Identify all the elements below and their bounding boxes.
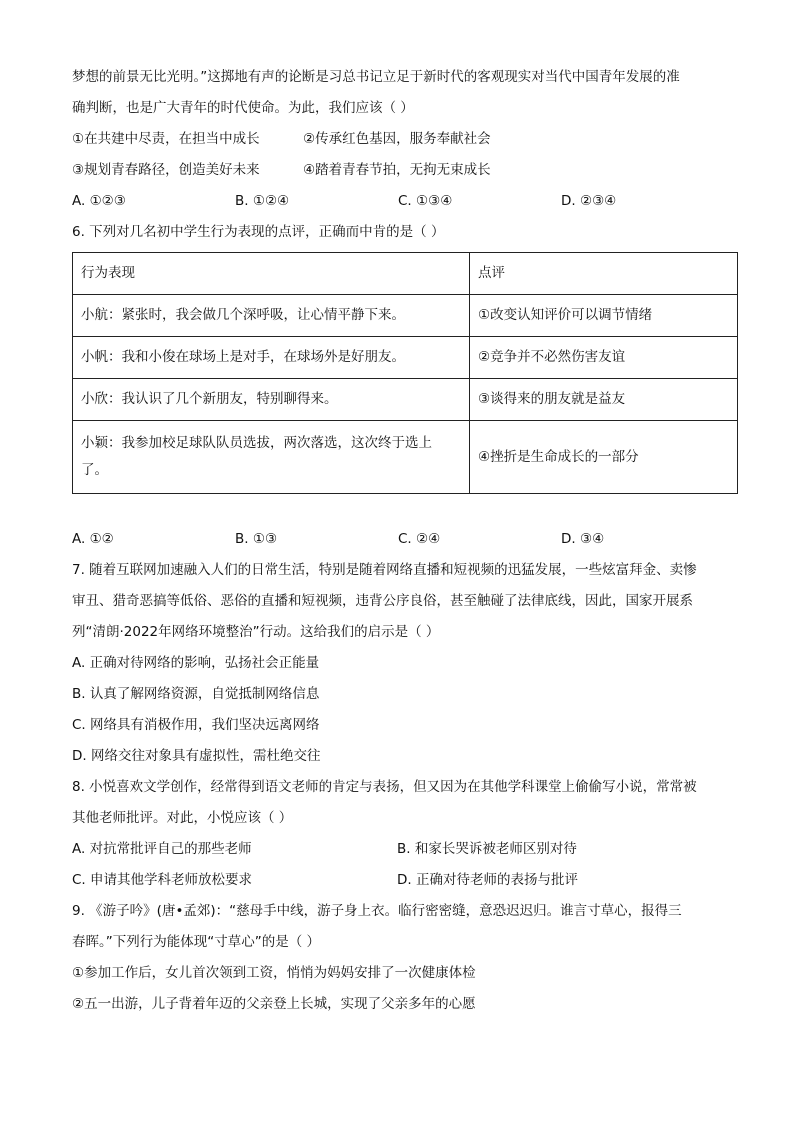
q8-option-a: A. 对抗常批评自己的那些老师 — [72, 841, 252, 857]
behavior-line-1: 小颖：我参加校足球队队员选拔，两次落选，这次终于选上 — [81, 435, 432, 451]
q7-option-b: B. 认真了解网络资源，自觉抵制网络信息 — [72, 686, 320, 702]
q5-option-d: D. ②③④ — [561, 193, 617, 209]
q7-option-c: C. 网络具有消极作用，我们坚决远离网络 — [72, 717, 320, 733]
table-cell-comment: ③谈得来的朋友就是益友 — [470, 379, 738, 421]
q5-item-2: ②传承红色基因，服务奉献社会 — [303, 131, 491, 147]
q5-items-row1 — [72, 124, 740, 155]
table-cell-comment: ④挫折是生命成长的一部分 — [470, 421, 738, 494]
q7-stem-line3: 列“清朗·2022年网络环境整治”行动。这给我们的启示是（ ） — [72, 624, 440, 640]
q9-item-2: ②五一出游，儿子背着年迈的父亲登上长城，实现了父亲多年的心愿 — [72, 996, 476, 1012]
table-row — [73, 421, 738, 494]
q5-option-c: C. ①③④ — [398, 193, 453, 209]
q6-option-a: A. ①② — [72, 531, 114, 547]
q7-option-d: D. 网络交往对象具有虚拟性，需杜绝交往 — [72, 748, 321, 764]
q9-stem-line2: 春晖。”下列行为能体现“寸草心”的是（ ） — [72, 934, 321, 950]
q6-option-c: C. ②④ — [398, 531, 441, 547]
table-cell-comment: ②竞争并不必然伤害友谊 — [470, 337, 738, 379]
behavior-line-2: 了。 — [81, 462, 108, 478]
q5-stem-line1: 梦想的前景无比光明。”这掷地有声的论断是习总书记立足于新时代的客观现实对当代中国青年发展的准 — [72, 69, 680, 85]
table-header-behavior: 行为表现 — [73, 253, 470, 295]
q8-option-c: C. 申请其他学科老师放松要求 — [72, 872, 253, 888]
table-cell-behavior: 小帆：我和小俊在球场上是对手，在球场外是好朋友。 — [73, 337, 470, 379]
q5-option-a: A. ①②③ — [72, 193, 126, 209]
q6-option-b: B. ①③ — [235, 531, 278, 547]
q6-stem: 6. 下列对几名初中学生行为表现的点评，正确而中肯的是（ ） — [72, 224, 445, 240]
table-cell-behavior: 小欣：我认识了几个新朋友，特别聊得来。 — [73, 379, 470, 421]
q9-stem-line1: 9. 《游子吟》(唐•孟郊)：“慈母手中线，游子身上衣。临行密密缝，意恐迟迟归。谁言寸草心，报得三 — [72, 903, 682, 919]
q5-item-1: ①在共建中尽责，在担当中成长 — [72, 131, 260, 147]
q9-item-1: ①参加工作后，女儿首次领到工资，悄悄为妈妈安排了一次健康体检 — [72, 965, 476, 981]
table-row — [73, 379, 738, 421]
q7-stem-line2: 审丑、猎奇恶搞等低俗、恶俗的直播和短视频，违背公序良俗，甚至触碰了法律底线，因此，国家开展系 — [72, 593, 693, 609]
table-row — [73, 337, 738, 379]
q8-stem-line1: 8. 小悦喜欢文学创作，经常得到语文老师的肯定与表扬，但又因为在其他学科课堂上偷偷写小说，常常被 — [72, 779, 697, 795]
table-row — [73, 295, 738, 337]
q6-evaluation-table — [72, 252, 738, 494]
q5-options — [72, 186, 740, 217]
exam-page — [72, 62, 740, 1020]
table-cell-comment: ①改变认知评价可以调节情绪 — [470, 295, 738, 337]
q6-option-d: D. ③④ — [561, 531, 605, 547]
q5-items-row2 — [72, 155, 740, 186]
q7-stem-line1: 7. 随着互联网加速融入人们的日常生活，特别是随着网络直播和短视频的迅猛发展，一些炫富拜金、卖惨 — [72, 562, 697, 578]
q5-item-4: ④踏着青春节拍，无拘无束成长 — [303, 162, 491, 178]
table-header-row — [73, 253, 738, 295]
q7-option-a: A. 正确对待网络的影响，弘扬社会正能量 — [72, 655, 320, 671]
q8-option-d: D. 正确对待老师的表扬与批评 — [397, 872, 578, 888]
table-header-comment: 点评 — [470, 253, 738, 295]
q8-options-row2 — [72, 865, 740, 896]
q6-options — [72, 524, 740, 555]
q5-stem-line2: 确判断，也是广大青年的时代使命。为此，我们应该（ ） — [72, 100, 414, 116]
q8-option-b: B. 和家长哭诉被老师区别对待 — [397, 841, 577, 857]
q5-option-b: B. ①②④ — [235, 193, 290, 209]
q8-options-row1 — [72, 834, 740, 865]
spacer — [72, 494, 740, 524]
table-cell-behavior — [73, 421, 470, 494]
q5-item-3: ③规划青春路径，创造美好未来 — [72, 162, 260, 178]
q8-stem-line2: 其他老师批评。对此，小悦应该（ ） — [72, 810, 293, 826]
table-cell-behavior: 小航：紧张时，我会做几个深呼吸，让心情平静下来。 — [73, 295, 470, 337]
